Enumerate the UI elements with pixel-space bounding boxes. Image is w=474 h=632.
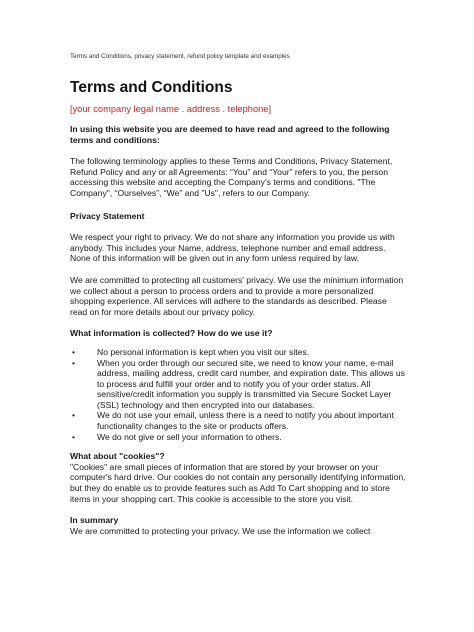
summary-heading: In summary	[70, 515, 119, 526]
intro-statement: In using this website you are deemed to have read and agreed to the following terms and conditions:	[70, 124, 390, 145]
cookies-heading: What about "cookies"?	[70, 451, 165, 462]
list-item-text: We do not use your email, unless there is a need to notify you about important functionality changes to the site or products offers.	[97, 410, 394, 432]
bullet-icon: •	[72, 346, 76, 357]
list-item	[70, 410, 406, 431]
list-item-text: No personal information is kept when you visit our sites.	[97, 346, 310, 357]
document-body	[70, 124, 406, 536]
cookies-paragraph: "Cookies" are small pieces of information that are stored by your browser on your computer's hard drive. Our cookies do not contain any personally identifying information, but they do enable us to provide features such as Add To Cart shopping and to store items in your shopping cart. This cookie is accessible to the store you visit.	[70, 461, 406, 504]
list-item	[70, 432, 406, 443]
privacy-paragraph-1: We respect your right to privacy. We do not share any information you provide us with anybody. This includes your Name, address, telephone number and email address. None of this information will be given out in any form unless required by law.	[70, 232, 395, 264]
privacy-paragraph-2: We are committed to protecting all customers' privacy. We use the minimum information we collect about a person to process orders and to provide a more personalized shopping experience. All services will adhere to the standards as described. Please read on for more details about our privacy policy.	[70, 274, 404, 317]
bullet-icon: •	[72, 357, 76, 368]
collected-heading: What information is collected? How do we use it?	[70, 328, 273, 339]
bullet-icon: •	[72, 410, 76, 421]
privacy-heading: Privacy Statement	[70, 210, 145, 221]
list-item-text: We do not give or sell your information to others.	[97, 431, 282, 442]
list-item	[70, 347, 406, 358]
terminology-paragraph: The following terminology applies to these Terms and Conditions, Privacy Statement, Refund Policy and any or all Agreements: “You” and “Your” refers to you, the person accessing this website and accepting the Company’s terms and conditions. "The Company", “Ourselves”, “We” and "Us", refers to our Company.	[70, 156, 393, 198]
header-note: Terms and Conditions, privacy statement, refund policy template and examples	[70, 53, 290, 60]
list-item	[70, 358, 406, 411]
collected-list	[70, 347, 406, 442]
summary-paragraph: We are committed to protecting your privacy. We use the information we collect	[70, 525, 371, 536]
list-item-text: When you order through our secured site, we need to know your name, e-mail address, mailing address, credit card number, and expiration date. This allows us to process and fulfill your order and to notify you of your order status. All sensitive/credit information you supply is transmitted via Secure Socket Layer (SSL) technology and then encrypted into our databases.	[97, 357, 405, 410]
company-line: [your company legal name . address . telephone]	[70, 104, 272, 114]
page-title: Terms and Conditions	[70, 79, 233, 96]
bullet-icon: •	[72, 431, 76, 442]
